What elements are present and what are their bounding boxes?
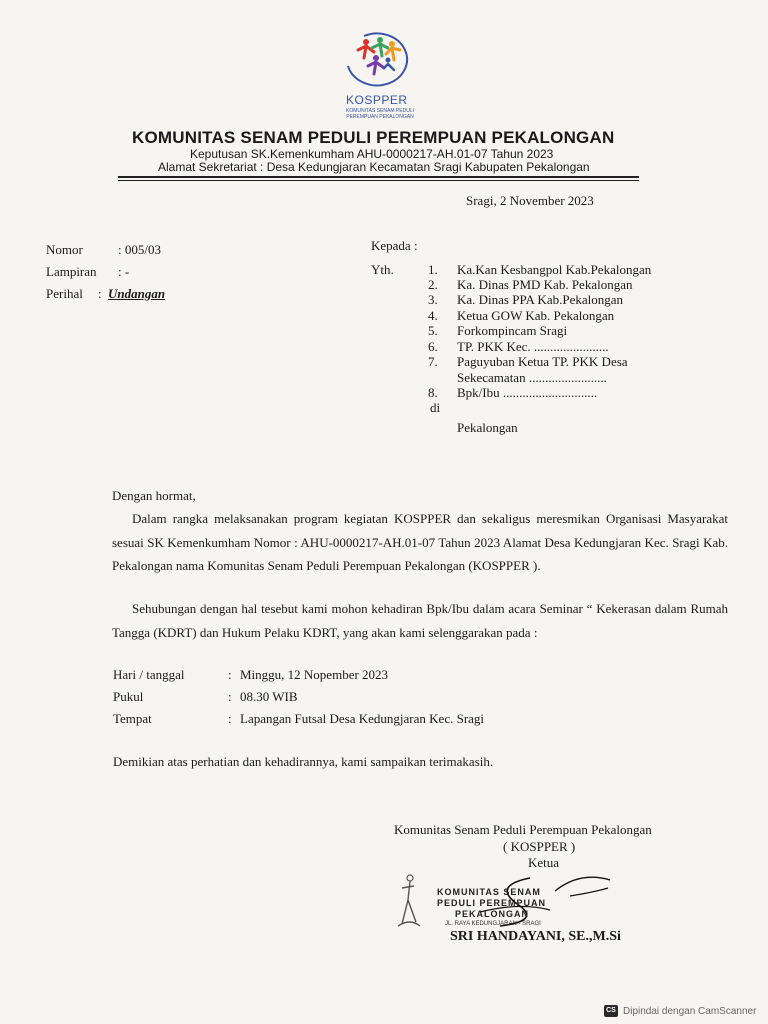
signature-role: Ketua — [528, 855, 560, 870]
di-label: di — [430, 400, 441, 415]
signature-abbreviation: ( KOSPPER ) — [503, 839, 576, 854]
signature-organization: Komunitas Senam Peduli Perempuan Pekalongan — [394, 822, 652, 837]
detail-value-place: Lapangan Futsal Desa Kedungjaran Kec. Sragi — [240, 711, 485, 726]
item-text: Forkompincam Sragi — [457, 323, 568, 338]
item-text: Sekecamatan ........................ — [457, 370, 607, 385]
stamp-line-3: PEKALONGAN — [455, 909, 530, 919]
stamp-line-1: KOMUNITAS SENAM — [437, 887, 541, 897]
stamp-line-4: JL. RAYA KEDUNGJARAN - SRAGI — [445, 921, 541, 927]
detail-label-place: Tempat — [113, 711, 152, 726]
item-number: 6. — [428, 339, 438, 354]
item-number: 4. — [428, 308, 438, 323]
detail-colon: : — [228, 711, 232, 726]
item-text: Bpk/Ibu ............................. — [457, 385, 598, 400]
kepada-label: Kepada : — [371, 238, 418, 253]
address-line: Alamat Sekretariat : Desa Kedungjaran Kecamatan Sragi Kabupaten Pekalongan — [158, 160, 590, 174]
yth-label: Yth. — [371, 262, 394, 277]
paragraph-invitation: Sehubungan dengan hal tesebut kami mohon kehadiran Bpk/Ibu dalam acara Seminar “ Kekerasan dalam Rumah Tangga (KDRT) dan Hukum Pelaku KDRT, yang akan kami selenggarakan pada : — [112, 601, 728, 640]
paragraph-intro: Dalam rangka melaksanakan program kegiatan KOSPPER dan sekaligus meresmikan Organisasi Masyarakat sesuai SK Kemenkumham Nomor : AHU-0000217-AH.01-07 Tahun 2023 Alamat Desa Kedungjaran Kec. Sragi Kab. Pekalongan nama Komunitas Senam Peduli Perempuan Pekalongan (KOSPPER ). — [112, 511, 728, 573]
kospper-logo-icon — [338, 28, 418, 88]
destination-place: Pekalongan — [457, 420, 518, 435]
logo-subtext: KOMUNITAS SENAM PEDULI PEREMPUAN PEKALONGAN — [346, 108, 414, 120]
greeting: Dengan hormat, — [112, 488, 196, 503]
camscanner-text: Dipindai dengan CamScanner — [623, 1005, 757, 1017]
organization-name: KOMUNITAS SENAM PEDULI PEREMPUAN PEKALONGAN — [132, 128, 615, 147]
item-number: 7. — [428, 354, 438, 369]
item-number: 1. — [428, 262, 438, 277]
camscanner-icon: CS — [604, 1005, 618, 1017]
item-number: 3. — [428, 292, 438, 307]
item-text: TP. PKK Kec. ....................... — [457, 339, 609, 354]
detail-label-time: Pukul — [113, 689, 144, 704]
decree-line: Keputusan SK.Kemenkumham AHU-0000217-AH.01-07 Tahun 2023 — [190, 147, 554, 161]
nomor-value: : 005/03 — [118, 242, 161, 257]
header-divider-thin — [118, 180, 639, 181]
lampiran-value: : - — [118, 264, 130, 279]
signatory-name: SRI HANDAYANI, SE.,M.Si — [450, 929, 621, 944]
perihal-label: Perihal — [46, 286, 83, 301]
item-text: Ka. Dinas PPA Kab.Pekalongan — [457, 292, 623, 307]
letter-date: Sragi, 2 November 2023 — [466, 193, 594, 208]
detail-label-date: Hari / tanggal — [113, 667, 185, 682]
header-divider — [118, 176, 639, 178]
item-text: Ketua GOW Kab. Pekalongan — [457, 308, 615, 323]
detail-value-time: 08.30 WIB — [240, 689, 298, 704]
item-text: Ka. Dinas PMD Kab. Pekalongan — [457, 277, 633, 292]
detail-colon: : — [228, 667, 232, 682]
logo-wordmark: KOSPPER — [346, 93, 408, 107]
stamp-line-2: PEDULI PEREMPUAN — [437, 898, 547, 908]
camscanner-watermark — [604, 1003, 756, 1019]
detail-colon: : — [228, 689, 232, 704]
perihal-value: Undangan — [108, 286, 166, 301]
perihal-colon: : — [98, 286, 102, 301]
closing-sentence: Demikian atas perhatian dan kehadirannya, kami sampaikan terimakasih. — [113, 754, 494, 769]
item-number: 2. — [428, 277, 438, 292]
lampiran-label: Lampiran — [46, 264, 97, 279]
item-number: 5. — [428, 323, 438, 338]
item-text: Ka.Kan Kesbangpol Kab.Pekalongan — [457, 262, 652, 277]
item-number: 8. — [428, 385, 438, 400]
item-text: Paguyuban Ketua TP. PKK Desa — [457, 354, 628, 369]
detail-value-date: Minggu, 12 Nopember 2023 — [240, 667, 389, 682]
nomor-label: Nomor — [46, 242, 83, 257]
